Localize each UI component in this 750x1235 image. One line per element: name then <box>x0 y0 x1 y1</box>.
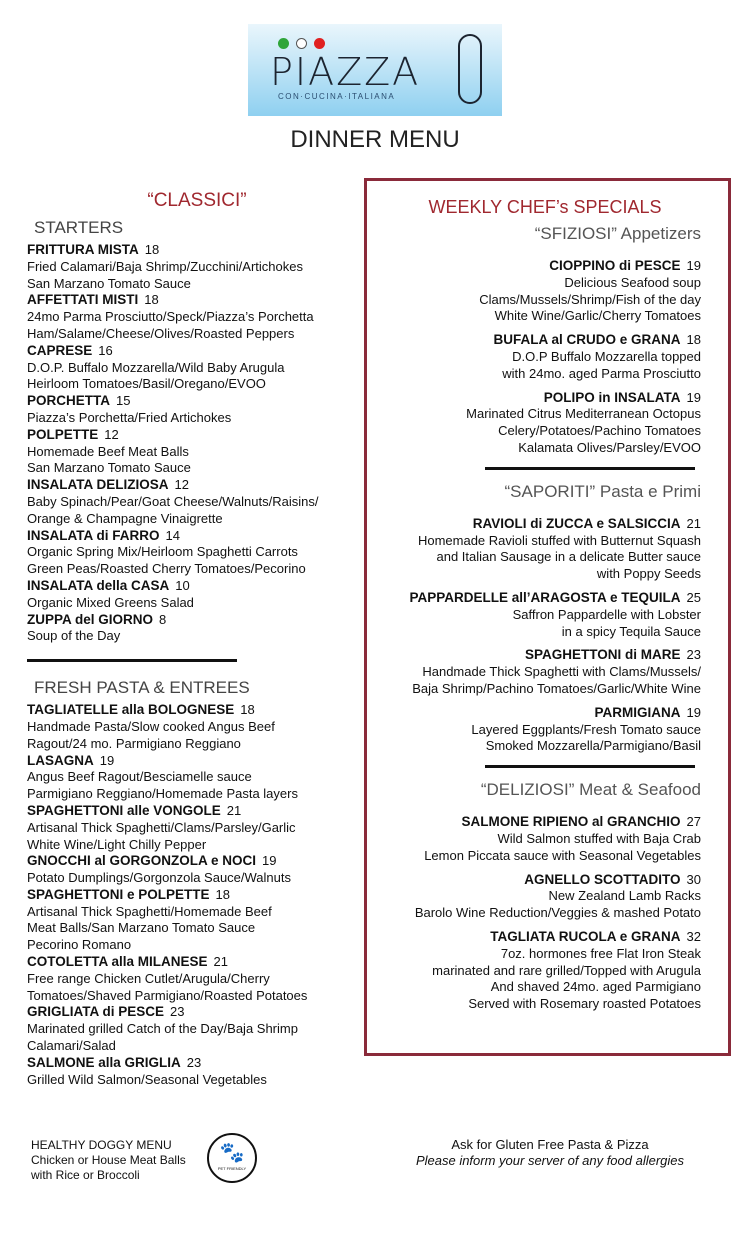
section-divider <box>485 467 695 470</box>
item-title <box>375 516 701 533</box>
item-price: 14 <box>165 527 180 543</box>
logo-brand: PIAZZA <box>270 50 421 94</box>
item-description: in a spicy Tequila Sauce <box>561 623 701 639</box>
red-dot <box>314 38 325 49</box>
item-description: 7oz. hormones free Flat Iron Steak <box>500 945 701 961</box>
item-name: AFFETTATI MISTI <box>27 292 139 308</box>
item-description: White Wine/Light Chilly Pepper <box>27 836 207 852</box>
item-price: 21 <box>213 954 228 970</box>
item-title <box>375 705 701 722</box>
item-description: New Zealand Lamb Racks <box>548 888 701 904</box>
item-description: Artisanal Thick Spaghetti/Homemade Beef <box>27 903 272 919</box>
item-description: Lemon Piccata sauce with Seasonal Vegetables <box>424 847 701 863</box>
doggy-line: Chicken or House Meat Balls <box>31 1153 186 1167</box>
allergy-note: Please inform your server of any food allergies <box>415 1153 685 1168</box>
item-description: Calamari/Salad <box>27 1038 116 1054</box>
item-name: PORCHETTA <box>27 393 110 409</box>
item-title <box>27 292 367 309</box>
item-title <box>27 1055 367 1072</box>
item-name: GRIGLIATA di PESCE <box>27 1004 165 1020</box>
item-description: Served with Rosemary roasted Potatoes <box>468 996 701 1012</box>
item-description: D.O.P. Buffalo Mozzarella/Wild Baby Arugula <box>27 359 285 375</box>
item-price: 21 <box>226 802 242 818</box>
item-title <box>27 954 367 971</box>
item-description: with Poppy Seeds <box>596 566 701 582</box>
item-name: SPAGHETTONI alle VONGOLE <box>27 802 221 818</box>
item-title <box>375 872 701 889</box>
menu-item <box>27 887 367 954</box>
menu-item <box>375 332 701 382</box>
item-description: with 24mo. aged Parma Prosciutto <box>502 365 701 381</box>
classici-heading: “CLASSICI” <box>147 190 247 211</box>
green-dot <box>278 38 289 49</box>
item-title <box>27 528 367 545</box>
menu-item <box>27 853 367 887</box>
item-description: Baja Shrimp/Pachino Tomatoes/Garlic/White Wine <box>412 680 701 696</box>
menu-item <box>27 1004 367 1054</box>
menu-item <box>375 390 701 457</box>
item-name: RAVIOLI di ZUCCA e SALSICCIA <box>472 515 681 531</box>
menu-item <box>27 528 367 578</box>
menu-item <box>375 258 701 325</box>
item-name: INSALATA della CASA <box>27 577 170 593</box>
item-title <box>375 814 701 831</box>
item-price: 18 <box>215 886 230 902</box>
item-description: Ragout/24 mo. Parmigiano Reggiano <box>27 735 241 751</box>
item-description: Parmigiano Reggiano/Homemade Pasta layers <box>27 786 298 802</box>
item-description: Marinated grilled Catch of the Day/Baja Shrimp <box>27 1021 298 1037</box>
item-description: Smoked Mozzarella/Parmigiano/Basil <box>485 738 701 754</box>
item-price: 25 <box>686 589 701 605</box>
badge-text: PET FRIENDLY <box>217 1166 247 1171</box>
weekly-specials-heading: WEEKLY CHEF’s SPECIALS <box>428 197 662 217</box>
item-description: Angus Beef Ragout/Besciamelle sauce <box>27 769 252 785</box>
menu-item <box>375 647 701 697</box>
item-name: TAGLIATA RUCOLA e GRANA <box>490 928 681 944</box>
menu-item <box>27 803 367 853</box>
menu-item <box>27 242 367 292</box>
item-price: 23 <box>186 1054 202 1070</box>
item-price: 12 <box>104 426 119 442</box>
section-heading: “SAPORITI” Pasta e Primi <box>504 481 701 501</box>
item-title <box>27 612 367 629</box>
item-title <box>375 258 701 275</box>
paw-icon: 🐾 <box>219 1142 245 1164</box>
specials-list <box>375 516 701 755</box>
item-description: Barolo Wine Reduction/Veggies & mashed Potato <box>414 905 701 921</box>
menu-item <box>27 578 367 612</box>
menu-item <box>375 929 701 1013</box>
item-price: 10 <box>175 577 190 593</box>
item-title <box>27 578 367 595</box>
item-title <box>27 702 367 719</box>
item-title <box>27 853 367 870</box>
item-name: ZUPPA del GIORNO <box>27 611 154 627</box>
section-divider <box>485 765 695 768</box>
item-price: 8 <box>159 611 167 627</box>
item-description: 24mo Parma Prosciutto/Speck/Piazza’s Porchetta <box>27 309 314 325</box>
item-description: White Wine/Garlic/Cherry Tomatoes <box>494 308 701 324</box>
item-price: 16 <box>98 342 113 358</box>
item-description: Pecorino Romano <box>27 937 132 953</box>
menu-item <box>27 612 367 646</box>
specials-list <box>375 814 701 1013</box>
page-title: DINNER MENU <box>290 126 460 153</box>
item-name: FRITTURA MISTA <box>27 242 139 257</box>
menu-item <box>375 705 701 755</box>
item-title <box>27 242 367 259</box>
item-price: 32 <box>686 928 701 944</box>
item-description: Marinated Citrus Mediterranean Octopus <box>466 406 701 422</box>
item-description: marinated and rare grilled/Topped with Arugula <box>432 962 701 978</box>
item-title <box>375 929 701 946</box>
item-description: Green Peas/Roasted Cherry Tomatoes/Pecorino <box>27 561 306 577</box>
item-description: Potato Dumplings/Gorgonzola Sauce/Walnuts <box>27 870 291 886</box>
menu-item <box>375 516 701 583</box>
item-description: Homemade Beef Meat Balls <box>27 443 189 459</box>
item-description: Meat Balls/San Marzano Tomato Sauce <box>27 920 256 936</box>
item-description: D.O.P Buffalo Mozzarella topped <box>512 348 701 364</box>
menu-item <box>27 477 367 527</box>
item-description: And shaved 24mo. aged Parmigiano <box>490 979 701 995</box>
item-price: 19 <box>262 853 277 869</box>
menu-item <box>27 292 367 342</box>
item-name: SPAGHETTONI di MARE <box>525 647 681 663</box>
item-price: 19 <box>686 258 701 273</box>
menu-item <box>375 814 701 864</box>
item-name: GNOCCHI al GORGONZOLA e NOCI <box>27 853 257 869</box>
specials-list <box>375 258 701 457</box>
item-description: Heirloom Tomatoes/Basil/Oregano/EVOO <box>27 376 266 392</box>
item-name: SALMONE alla GRIGLIA <box>27 1054 181 1070</box>
item-price: 27 <box>686 814 701 830</box>
item-description: San Marzano Tomato Sauce <box>27 460 191 476</box>
item-description: Organic Spring Mix/Heirloom Spaghetti Carrots <box>27 544 298 560</box>
menu-item <box>27 753 367 803</box>
weekly-specials-box <box>364 178 731 1056</box>
item-title <box>27 1004 367 1021</box>
item-name: TAGLIATELLE alla BOLOGNESE <box>27 702 235 718</box>
menu-item <box>375 590 701 640</box>
pet-friendly-badge <box>207 1133 257 1183</box>
item-price: 30 <box>686 871 701 887</box>
item-name: LASAGNA <box>27 752 94 768</box>
item-name: CIOPPINO di PESCE <box>549 258 681 273</box>
item-name: POLPETTE <box>27 426 99 442</box>
item-description: Wild Salmon stuffed with Baja Crab <box>497 830 701 846</box>
item-name: PARMIGIANA <box>594 704 681 720</box>
restaurant-logo <box>248 24 502 116</box>
menu-item <box>27 1055 367 1089</box>
menu-item <box>27 343 367 393</box>
item-description: San Marzano Tomato Sauce <box>27 275 191 291</box>
logo-tagline: CON·CUCINA·ITALIANA <box>278 92 396 101</box>
item-price: 23 <box>686 647 701 663</box>
item-description: Organic Mixed Greens Salad <box>27 594 194 610</box>
item-description: Saffron Pappardelle with Lobster <box>512 606 701 622</box>
item-price: 19 <box>99 752 115 768</box>
section-divider <box>27 659 237 662</box>
item-name: INSALATA DELIZIOSA <box>27 477 169 493</box>
item-description: Celery/Potatoes/Pachino Tomatoes <box>498 423 701 439</box>
item-description: Piazza’s Porchetta/Fried Artichokes <box>27 409 232 425</box>
item-title <box>27 427 367 444</box>
item-description: Free range Chicken Cutlet/Arugula/Cherry <box>27 970 270 986</box>
item-description: Soup of the Day <box>27 628 121 644</box>
item-description: Fried Calamari/Baja Shrimp/Zucchini/Artichokes <box>27 258 303 274</box>
item-description: Grilled Wild Salmon/Seasonal Vegetables <box>27 1071 267 1087</box>
item-name: AGNELLO SCOTTADITO <box>524 871 681 887</box>
starters-list <box>27 242 367 645</box>
menu-item <box>375 872 701 922</box>
item-title <box>27 343 367 360</box>
pasta-list <box>27 702 367 1088</box>
item-price: 19 <box>686 389 701 405</box>
menu-item <box>27 393 367 427</box>
item-description: Handmade Thick Spaghetti with Clams/Mussels/ <box>422 664 701 680</box>
item-description: Baby Spinach/Pear/Goat Cheese/Walnuts/Raisins/ <box>27 493 319 509</box>
item-description: Ham/Salame/Cheese/Olives/Roasted Peppers <box>27 325 295 341</box>
cloche-icon <box>458 34 482 104</box>
menu-item <box>27 954 367 1004</box>
item-title <box>27 753 367 770</box>
item-title <box>375 332 701 349</box>
item-description: Delicious Seafood soup <box>564 274 701 290</box>
item-description: Homemade Ravioli stuffed with Butternut Squash <box>417 532 701 548</box>
menu-item <box>27 702 367 752</box>
item-name: POLIPO in INSALATA <box>543 389 681 405</box>
item-description: Handmade Pasta/Slow cooked Angus Beef <box>27 718 275 734</box>
doggy-line: with Rice or Broccoli <box>31 1168 140 1182</box>
item-title <box>375 390 701 407</box>
item-description: and Italian Sausage in a delicate Butter sauce <box>436 549 701 565</box>
doggy-menu <box>31 1138 186 1183</box>
item-price: 18 <box>240 702 255 718</box>
allergy-notice <box>380 1137 720 1169</box>
starters-heading: STARTERS <box>34 218 124 237</box>
section-heading: “DELIZIOSI” Meat & Seafood <box>480 780 701 800</box>
doggy-title: HEALTHY DOGGY MENU <box>31 1138 172 1152</box>
section-heading: “SFIZIOSI” Appetizers <box>534 224 701 243</box>
item-description: Tomatoes/Shaved Parmigiano/Roasted Potatoes <box>27 987 308 1003</box>
item-description: Clams/Mussels/Shrimp/Fish of the day <box>479 291 701 307</box>
classici-column <box>27 190 367 1088</box>
pasta-heading: FRESH PASTA & ENTREES <box>34 678 250 698</box>
item-description: Kalamata Olives/Parsley/EVOO <box>518 439 701 455</box>
item-price: 15 <box>116 393 131 409</box>
item-description: Layered Eggplants/Fresh Tomato sauce <box>471 721 701 737</box>
item-title <box>27 393 367 410</box>
item-name: BUFALA al CRUDO e GRANA <box>493 332 681 348</box>
item-price: 18 <box>144 242 160 257</box>
item-description: Artisanal Thick Spaghetti/Clams/Parsley/Garlic <box>27 819 296 835</box>
item-price: 19 <box>686 704 701 720</box>
item-title <box>27 803 367 820</box>
item-title <box>375 590 701 607</box>
item-name: INSALATA di FARRO <box>27 527 160 543</box>
item-name: CAPRESE <box>27 342 93 358</box>
menu-item <box>27 427 367 477</box>
item-price: 23 <box>170 1004 185 1020</box>
item-price: 12 <box>174 477 189 493</box>
item-price: 18 <box>144 292 159 308</box>
item-name: PAPPARDELLE all’ARAGOSTA e TEQUILA <box>409 589 681 605</box>
item-name: COTOLETTA alla MILANESE <box>27 954 208 970</box>
white-dot <box>296 38 307 49</box>
item-price: 18 <box>686 332 701 348</box>
item-title <box>375 647 701 664</box>
item-description: Orange & Champagne Vinaigrette <box>27 510 223 526</box>
gluten-free-note: Ask for Gluten Free Pasta & Pizza <box>451 1137 649 1152</box>
item-price: 21 <box>686 515 701 531</box>
item-name: SPAGHETTONI e POLPETTE <box>27 886 210 902</box>
item-title <box>27 477 367 494</box>
item-title <box>27 887 367 904</box>
item-name: SALMONE RIPIENO al GRANCHIO <box>461 814 681 830</box>
italian-flag-dots <box>278 38 325 49</box>
